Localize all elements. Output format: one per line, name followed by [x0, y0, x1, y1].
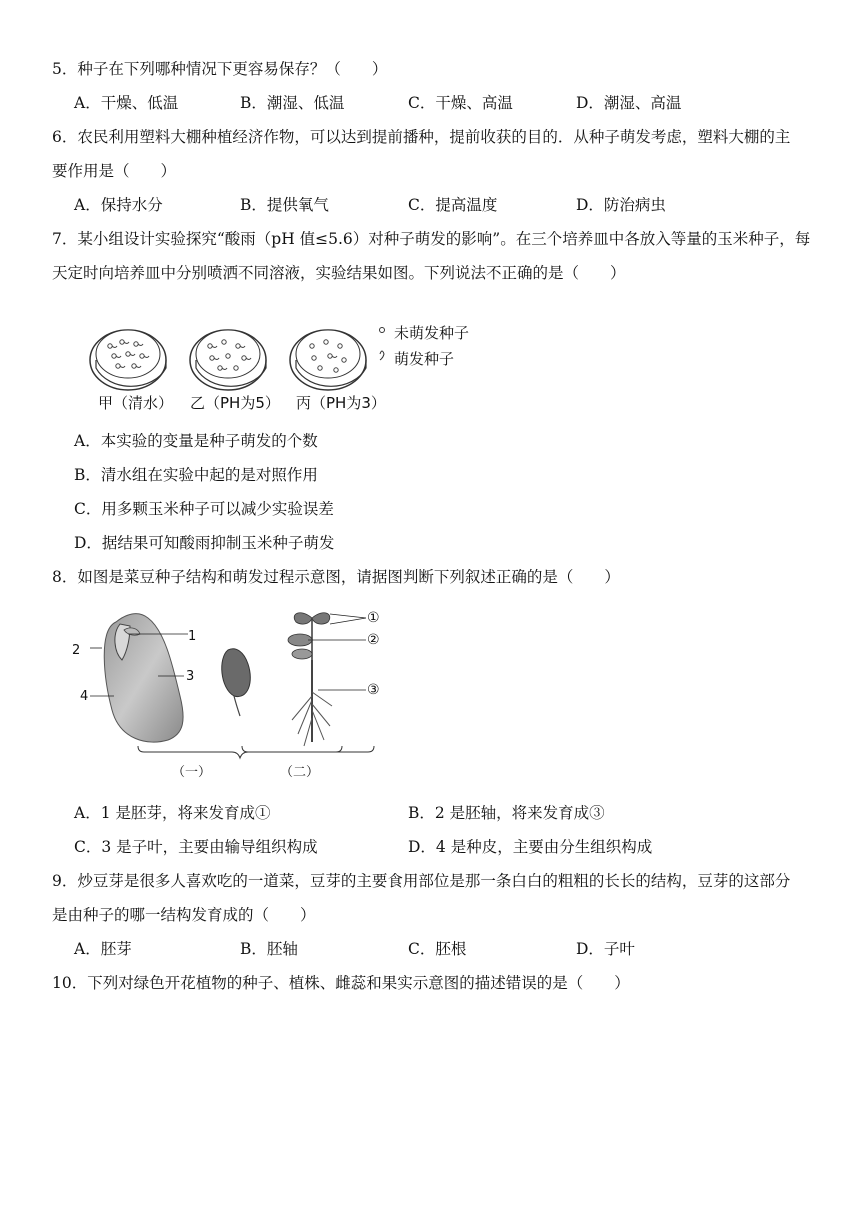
petri-dish-yi: [190, 330, 266, 390]
section-braces: [138, 746, 374, 758]
q5-option-c: C．干燥、高温: [408, 94, 513, 112]
dish-label-yi: 乙（PH为5）: [190, 394, 280, 412]
seed-label-4: 4: [80, 689, 89, 704]
plant-label-3: ③: [367, 682, 380, 698]
q7-option-c: C．用多颗玉米种子可以减少实验误差: [74, 500, 334, 518]
dish-label-bing: 丙（PH为3）: [296, 394, 386, 412]
q5-option-a: A．干燥、低温: [74, 94, 179, 112]
q9-stem-line1: 9．炒豆芽是很多人喜欢吃的一道菜，豆芽的主要食用部位是那一条白白的粗粗的长长的结构，豆芽的这部分: [52, 872, 791, 890]
legend-label-germinated: 萌发种子: [394, 350, 455, 368]
q8-option-a: A．1 是胚芽，将来发育成①: [74, 804, 271, 822]
bean-seedling: [288, 613, 366, 746]
petri-dish-jia: [90, 330, 166, 390]
q5-option-b: B．潮湿、低温: [240, 94, 345, 112]
q6-option-b: B．提供氧气: [240, 196, 329, 214]
section-label-2: （二）: [280, 765, 320, 780]
q10-stem: 10．下列对绿色开花植物的种子、植株、雌蕊和果实示意图的描述错误的是（ ）: [52, 974, 630, 992]
q9-option-a: A．胚芽: [74, 940, 132, 958]
q5-option-d: D．潮湿、高温: [576, 94, 682, 112]
q8-option-c: C．3 是子叶，主要由输导组织构成: [74, 838, 318, 856]
q7-option-a: A．本实验的变量是种子萌发的个数: [74, 432, 318, 450]
q6-option-c: C．提高温度: [408, 196, 498, 214]
section-label-1: （一）: [172, 765, 212, 780]
q6-option-d: D．防治病虫: [576, 196, 666, 214]
q7-stem-line2: 天定时向培养皿中分别喷洒不同溶液，实验结果如图。下列说法不正确的是（ ）: [52, 264, 626, 282]
q8-option-d: D．4 是种皮，主要由分生组织构成: [408, 838, 653, 856]
plant-label-2: ②: [367, 632, 380, 648]
q7-option-d: D．据结果可知酸雨抑制玉米种子萌发: [74, 534, 335, 552]
q6-stem-line1: 6．农民利用塑料大棚种植经济作物，可以达到提前播种，提前收获的目的．从种子萌发考虑，塑料大棚的主: [52, 128, 791, 146]
seed-label-3: 3: [186, 669, 195, 684]
petri-dish-bing: [290, 330, 366, 390]
bean-seed-section: [90, 614, 188, 742]
seed-label-2: 2: [72, 643, 81, 658]
germinating-bean: [222, 649, 251, 716]
q9-option-b: B．胚轴: [240, 940, 298, 958]
q7-stem-line1: 7．某小组设计实验探究“酸雨（pH 值≤5.6）对种子萌发的影响”。在三个培养皿中各放入等量的玉米种子，每: [52, 230, 811, 248]
dish-label-jia: 甲（清水）: [98, 394, 174, 412]
q9-stem-line2: 是由种子的哪一结构发育成的（ ）: [52, 906, 316, 924]
q6-stem-line2: 要作用是（ ）: [52, 162, 177, 180]
q8-bean-figure: [68, 600, 388, 790]
plant-label-1: ①: [367, 610, 380, 626]
q5-stem: 5．种子在下列哪种情况下更容易保存？（ ）: [52, 60, 388, 78]
q8-option-b: B．2 是胚轴，将来发育成③: [408, 804, 605, 822]
seed-label-1: 1: [188, 629, 197, 644]
q8-stem: 8．如图是菜豆种子结构和萌发过程示意图，请据图判断下列叙述正确的是（ ）: [52, 568, 620, 586]
q7-legend: [380, 328, 385, 361]
q6-option-a: A．保持水分: [74, 196, 163, 214]
q9-option-c: C．胚根: [408, 940, 467, 958]
q9-option-d: D．子叶: [576, 940, 635, 958]
q7-option-b: B．清水组在实验中起的是对照作用: [74, 466, 318, 484]
legend-label-ungerminated: 未萌发种子: [394, 324, 470, 342]
